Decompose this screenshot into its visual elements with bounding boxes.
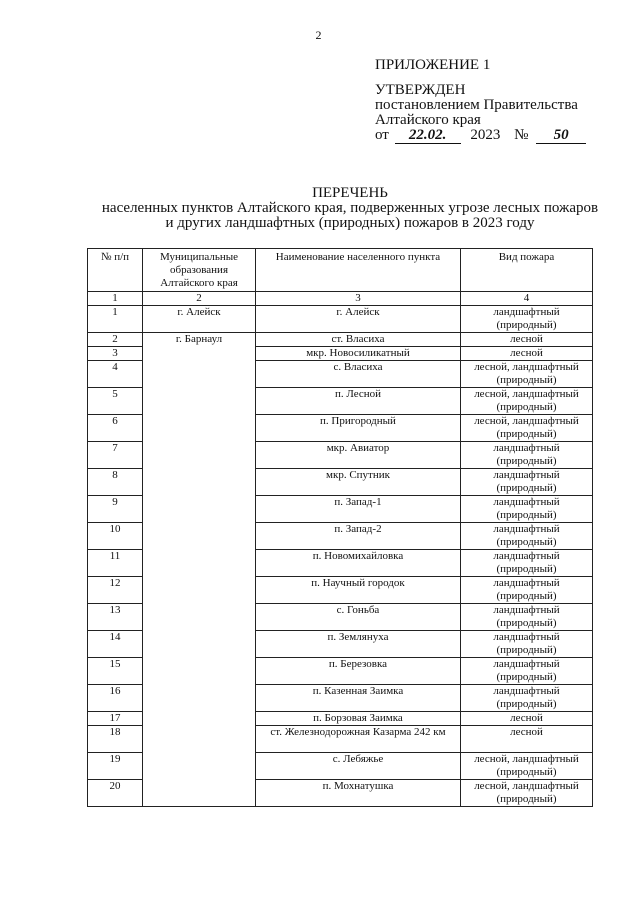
row-fire-type: ландшафтный (природный) bbox=[461, 496, 593, 523]
row-number: 8 bbox=[88, 469, 143, 496]
row-number: 18 bbox=[88, 726, 143, 753]
row-number: 1 bbox=[88, 306, 143, 333]
row-municipality: г. Алейск bbox=[143, 306, 256, 333]
column-number: 3 bbox=[256, 292, 461, 306]
row-settlement: п. Научный городок bbox=[256, 577, 461, 604]
number-label: № bbox=[514, 127, 529, 143]
row-settlement: мкр. Спутник bbox=[256, 469, 461, 496]
approval-year: 2023 bbox=[470, 127, 501, 143]
row-settlement: с. Гоньба bbox=[256, 604, 461, 631]
header-row bbox=[88, 249, 593, 292]
settlements-table bbox=[87, 248, 593, 807]
row-number: 5 bbox=[88, 388, 143, 415]
from-label: от bbox=[375, 127, 389, 143]
row-number: 15 bbox=[88, 658, 143, 685]
approved-by-line2: Алтайского края bbox=[375, 112, 481, 128]
row-fire-type: ландшафтный (природный) bbox=[461, 442, 593, 469]
row-fire-type: лесной, ландшафтный (природный) bbox=[461, 415, 593, 442]
row-number: 7 bbox=[88, 442, 143, 469]
row-fire-type: ландшафтный (природный) bbox=[461, 604, 593, 631]
header-settlement: Наименование населенного пункта bbox=[256, 249, 461, 292]
row-settlement: п. Борзовая Заимка bbox=[256, 712, 461, 726]
row-number: 13 bbox=[88, 604, 143, 631]
header-municipality: Муниципальные образования Алтайского края bbox=[143, 249, 256, 292]
row-municipality: г. Барнаул bbox=[143, 333, 256, 807]
row-fire-type: лесной bbox=[461, 347, 593, 361]
title-line1: населенных пунктов Алтайского края, подверженных угрозе лесных пожаров bbox=[101, 200, 599, 216]
row-settlement: п. Запад-1 bbox=[256, 496, 461, 523]
header-number: № п/п bbox=[88, 249, 143, 292]
title-heading: ПЕРЕЧЕНЬ bbox=[312, 185, 388, 201]
title-line2: и других ландшафтных (природных) пожаров в 2023 году bbox=[165, 215, 535, 231]
row-fire-type: лесной, ландшафтный (природный) bbox=[461, 753, 593, 780]
row-settlement: п. Пригородный bbox=[256, 415, 461, 442]
approval-number: 50 bbox=[536, 128, 586, 144]
row-number: 19 bbox=[88, 753, 143, 780]
row-settlement: г. Алейск bbox=[256, 306, 461, 333]
row-fire-type: ландшафтный (природный) bbox=[461, 631, 593, 658]
row-settlement: п. Лесной bbox=[256, 388, 461, 415]
row-settlement: п. Новомихайловка bbox=[256, 550, 461, 577]
row-number: 6 bbox=[88, 415, 143, 442]
row-number: 2 bbox=[88, 333, 143, 347]
row-number: 14 bbox=[88, 631, 143, 658]
approved-by-line1: постановлением Правительства bbox=[375, 97, 578, 113]
row-settlement: с. Власиха bbox=[256, 361, 461, 388]
approval-block bbox=[375, 58, 615, 144]
row-fire-type: лесной bbox=[461, 333, 593, 347]
document-title bbox=[60, 186, 637, 231]
column-number: 1 bbox=[88, 292, 143, 306]
row-fire-type: лесной, ландшафтный (природный) bbox=[461, 388, 593, 415]
row-number: 12 bbox=[88, 577, 143, 604]
column-number: 2 bbox=[143, 292, 256, 306]
row-fire-type: ландшафтный (природный) bbox=[461, 685, 593, 712]
row-settlement: мкр. Новосиликатный bbox=[256, 347, 461, 361]
row-fire-type: ландшафтный (природный) bbox=[461, 469, 593, 496]
row-fire-type: ландшафтный (природный) bbox=[461, 658, 593, 685]
row-fire-type: лесной, ландшафтный (природный) bbox=[461, 361, 593, 388]
row-fire-type: ландшафтный (природный) bbox=[461, 306, 593, 333]
row-fire-type: лесной, ландшафтный (природный) bbox=[461, 780, 593, 807]
row-settlement: п. Казенная Заимка bbox=[256, 685, 461, 712]
row-number: 10 bbox=[88, 523, 143, 550]
row-settlement: ст. Власиха bbox=[256, 333, 461, 347]
column-number: 4 bbox=[461, 292, 593, 306]
approval-date: 22.02. bbox=[395, 128, 461, 144]
approved-label: УТВЕРЖДЕН bbox=[375, 82, 466, 98]
table-row bbox=[88, 333, 593, 347]
row-fire-type: ландшафтный (природный) bbox=[461, 577, 593, 604]
row-number: 16 bbox=[88, 685, 143, 712]
row-settlement: ст. Железнодорожная Казарма 242 км bbox=[256, 726, 461, 753]
row-fire-type: ландшафтный (природный) bbox=[461, 523, 593, 550]
row-fire-type: ландшафтный (природный) bbox=[461, 550, 593, 577]
header-fire-type: Вид пожара bbox=[461, 249, 593, 292]
row-number: 11 bbox=[88, 550, 143, 577]
page-number: 2 bbox=[315, 28, 322, 42]
row-settlement: п. Землянуха bbox=[256, 631, 461, 658]
column-numbers-row bbox=[88, 292, 593, 306]
row-number: 17 bbox=[88, 712, 143, 726]
row-number: 4 bbox=[88, 361, 143, 388]
row-settlement: с. Лебяжье bbox=[256, 753, 461, 780]
table-row bbox=[88, 306, 593, 333]
appendix-title: ПРИЛОЖЕНИЕ 1 bbox=[375, 57, 491, 73]
approval-date-row bbox=[375, 128, 615, 144]
row-number: 9 bbox=[88, 496, 143, 523]
row-settlement: п. Запад-2 bbox=[256, 523, 461, 550]
row-fire-type: лесной bbox=[461, 712, 593, 726]
row-settlement: п. Мохнатушка bbox=[256, 780, 461, 807]
row-number: 3 bbox=[88, 347, 143, 361]
row-settlement: мкр. Авиатор bbox=[256, 442, 461, 469]
row-number: 20 bbox=[88, 780, 143, 807]
row-settlement: п. Березовка bbox=[256, 658, 461, 685]
row-fire-type: лесной bbox=[461, 726, 593, 753]
